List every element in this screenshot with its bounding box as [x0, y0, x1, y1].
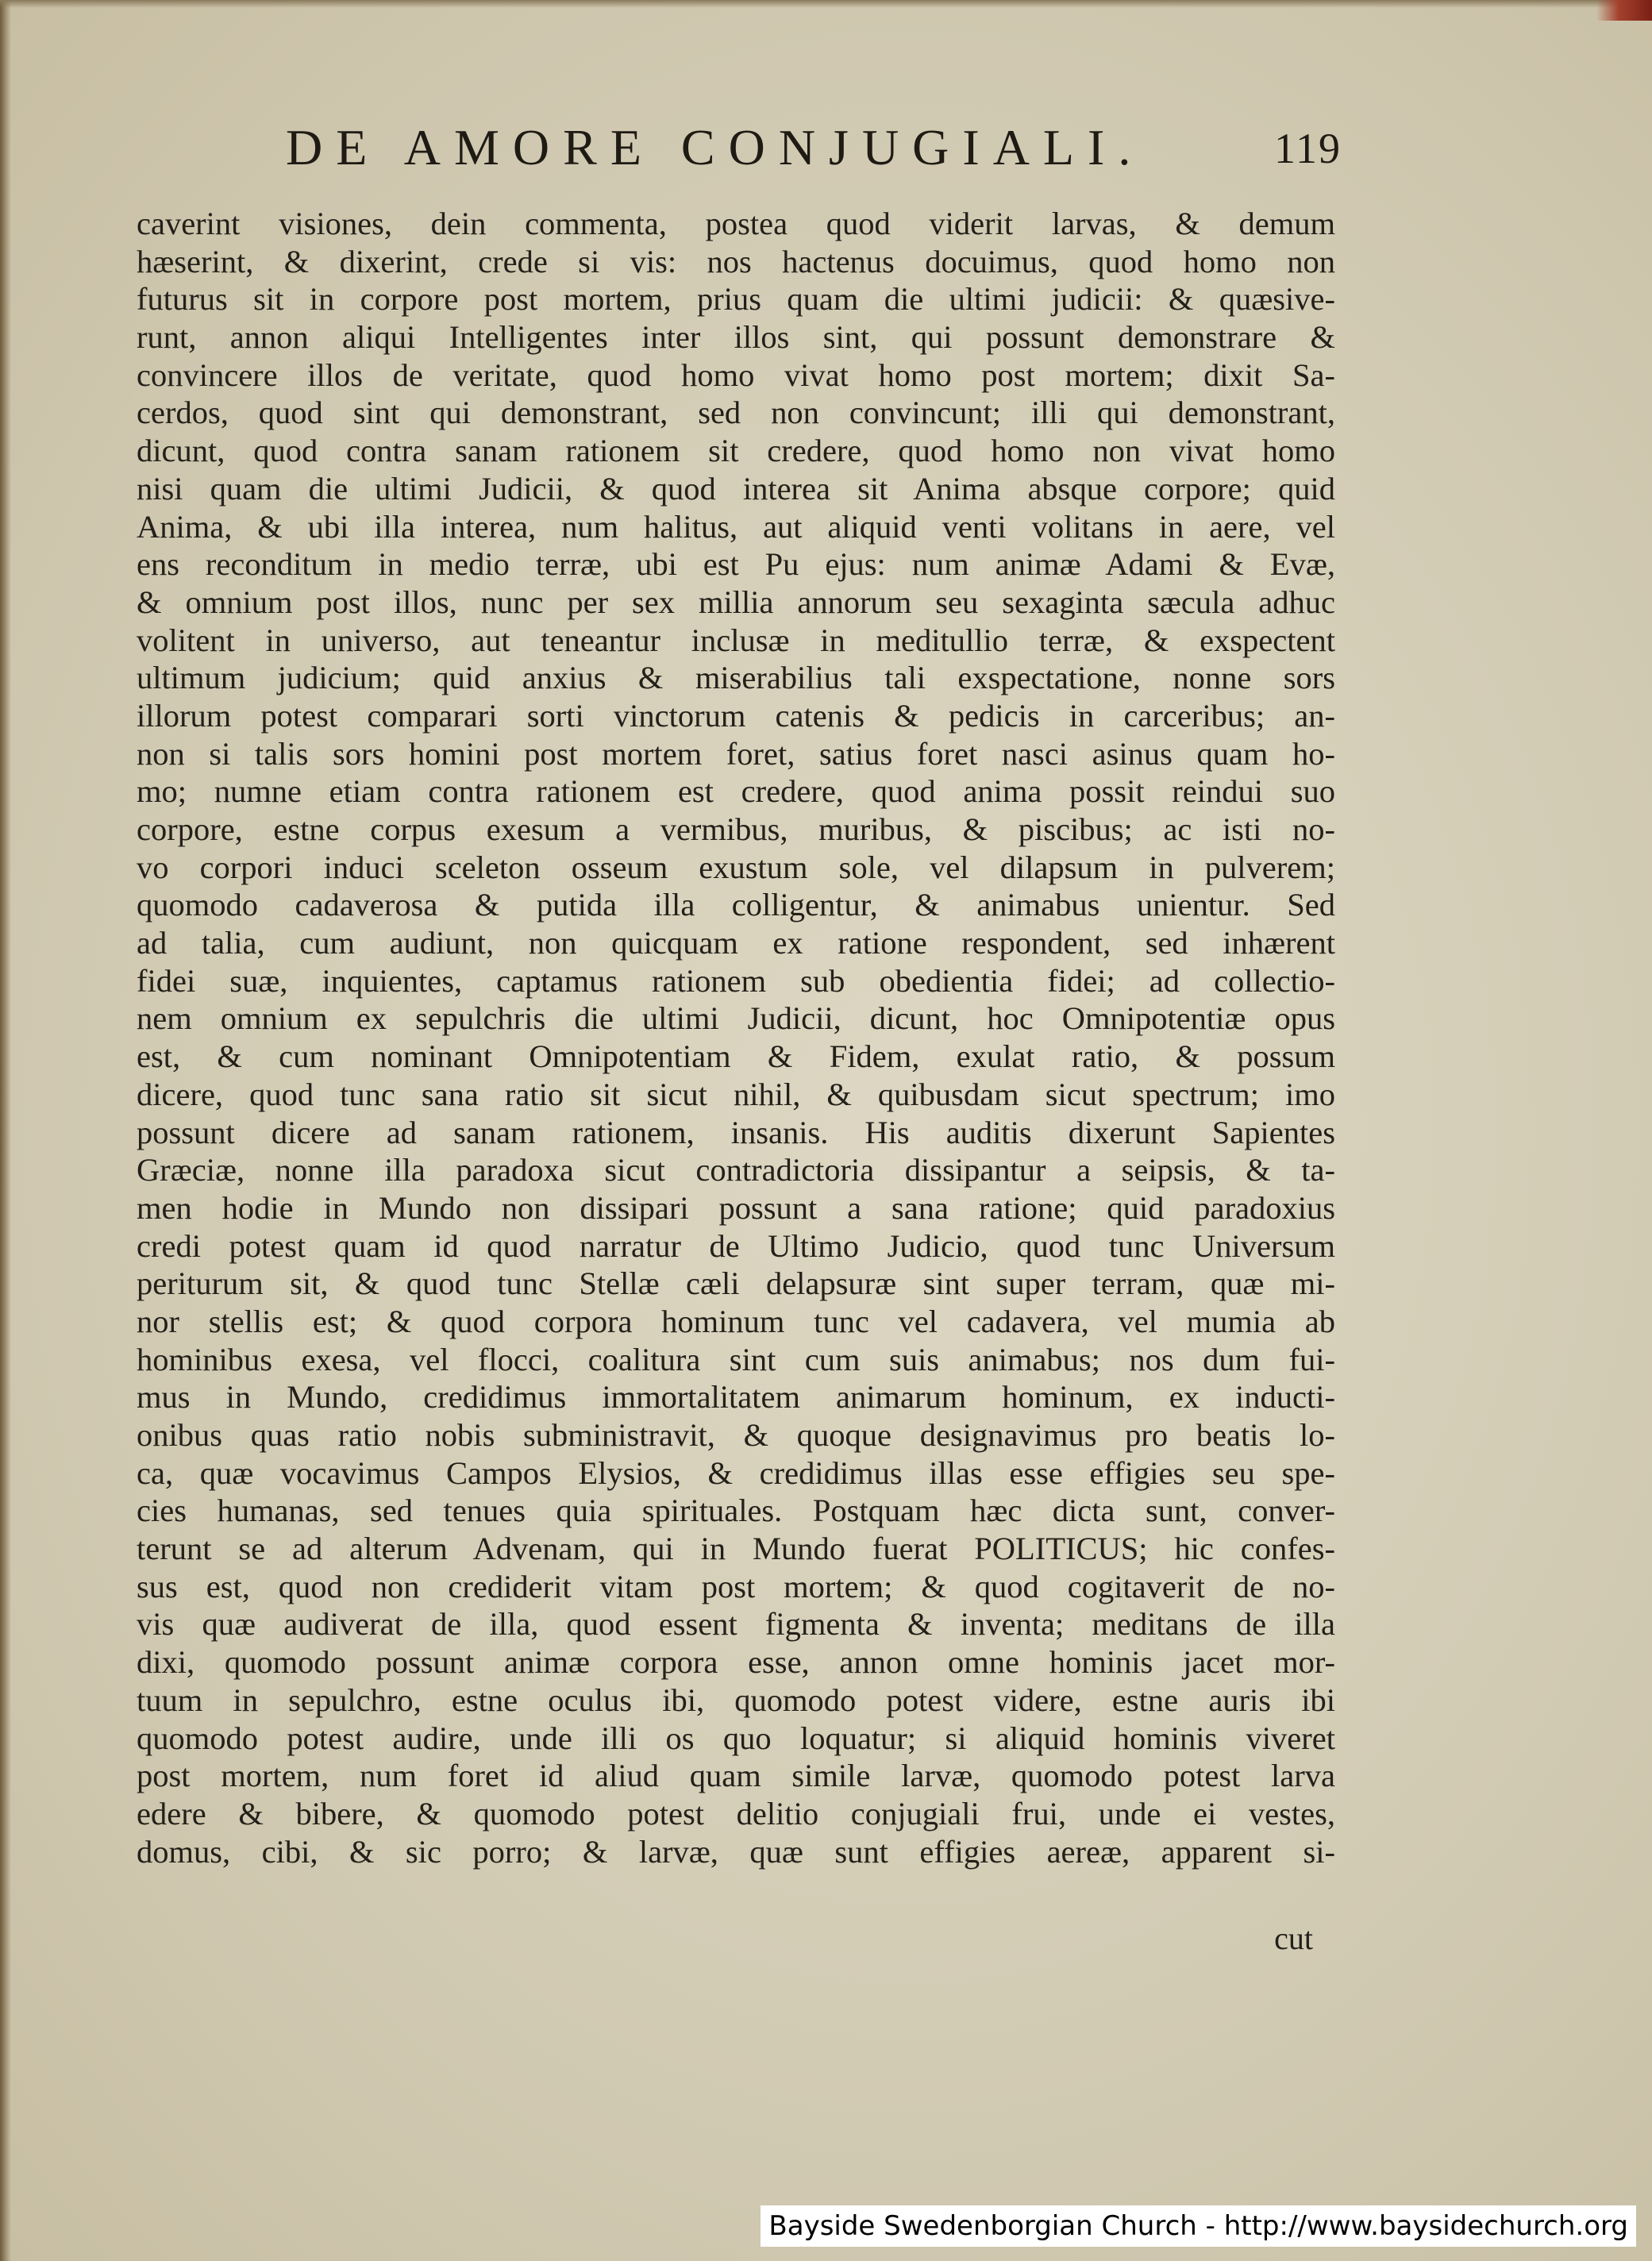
page-top-edge: [0, 0, 1652, 8]
text-line: ens reconditum in medio terræ, ubi est Pu ejus: num animæ Adami & Evæ,: [137, 546, 1335, 583]
text-line: domus, cibi, & sic porro; & larvæ, quæ sunt effigies aereæ, apparent si-: [137, 1833, 1335, 1870]
text-line: cies humanas, sed tenues quia spirituales. Postquam hæc dicta sunt, conver-: [137, 1493, 1335, 1529]
text-line: & omnium post illos, nunc per sex millia annorum seu sexaginta sæcula adhuc: [137, 584, 1335, 620]
text-line: hominibus exesa, vel flocci, coalitura sint cum suis animabus; nos dum fui-: [137, 1341, 1335, 1377]
text-line: terunt se ad alterum Advenam, qui in Mundo fuerat POLITICUS; hic confes-: [137, 1531, 1335, 1567]
text-line: nisi quam die ultimi Judicii, & quod interea sit Anima absque corpore; quid: [137, 470, 1335, 507]
text-line: cerdos, quod sint qui demonstrant, sed non convincunt; illi qui demonstrant,: [137, 395, 1335, 431]
text-line: ultimum judicium; quid anxius & miserabilius tali exspectatione, nonne sors: [137, 660, 1335, 696]
running-title: DE AMORE CONJUGIALI.: [286, 119, 1145, 175]
text-line: hæserint, & dixerint, crede si vis: nos hactenus docuimus, quod homo non: [137, 243, 1335, 279]
text-line: Anima, & ubi illa interea, num halitus, aut aliquid venti volitans in aere, vel: [137, 508, 1335, 545]
running-head: [286, 117, 1342, 178]
text-line: illorum potest comparari sorti vinctorum catenis & pedicis in carceribus; an-: [137, 697, 1335, 734]
text-line: dixi, quomodo possunt animæ corpora esse, annon omne hominis jacet mor-: [137, 1644, 1335, 1681]
text-line: corpore, estne corpus exesum a vermibus, muribus, & piscibus; ac isti no-: [137, 811, 1335, 847]
text-line: credi potest quam id quod narratur de Ultimo Judicio, quod tunc Universum: [137, 1227, 1335, 1264]
text-line: ca, quæ vocavimus Campos Elysios, & credidimus illas esse effigies seu spe-: [137, 1454, 1335, 1491]
page-number: 119: [1274, 125, 1342, 172]
text-line: ad talia, cum audiunt, non quicquam ex ratione respondent, sed inhærent: [137, 925, 1335, 961]
text-line: nem omnium ex sepulchris die ultimi Judicii, dicunt, hoc Omnipotentiæ opus: [137, 1000, 1335, 1037]
text-line: post mortem, num foret id aliud quam simile larvæ, quomodo potest larva: [137, 1758, 1335, 1794]
binding-edge: [0, 0, 11, 2261]
text-line: quomodo cadaverosa & putida illa colligentur, & animabus unientur. Sed: [137, 887, 1335, 923]
text-line: possunt dicere ad sanam rationem, insanis. His auditis dixerunt Sapientes: [137, 1114, 1335, 1150]
text-line: mus in Mundo, credidimus immortalitatem animarum hominum, ex inducti-: [137, 1379, 1335, 1416]
cover-corner: [1596, 0, 1652, 21]
text-line: nor stellis est; & quod corpora hominum tunc vel cadavera, vel mumia ab: [137, 1303, 1335, 1339]
text-line: est, & cum nominant Omnipotentiam & Fidem, exulat ratio, & possum: [137, 1038, 1335, 1075]
text-line: dicere, quod tunc sana ratio sit sicut nihil, & quibusdam sicut spectrum; imo: [137, 1076, 1335, 1112]
text-line: quomodo potest audire, unde illi os quo loquatur; si aliquid hominis viveret: [137, 1720, 1335, 1756]
text-line: non si talis sors homini post mortem foret, satius foret nasci asinus quam ho-: [137, 735, 1335, 772]
text-line: men hodie in Mundo non dissipari possunt a sana ratione; quid paradoxius: [137, 1189, 1335, 1226]
text-line: fidei suæ, inquientes, captamus rationem sub obedientia fidei; ad collectio-: [137, 962, 1335, 999]
text-line: volitent in universo, aut teneantur inclusæ in meditullio terræ, & exspectent: [137, 622, 1335, 658]
body-text: [137, 205, 1335, 1870]
text-line: runt, annon aliqui Intelligentes inter illos sint, qui possunt demonstrare &: [137, 319, 1335, 356]
text-line: caverint visiones, dein commenta, postea quod viderit larvas, & demum: [137, 206, 1335, 241]
text-line: mo; numne etiam contra rationem est credere, quod anima possit reindui suo: [137, 773, 1335, 810]
text-line: tuum in sepulchro, estne oculus ibi, quomodo potest videre, estne auris ibi: [137, 1681, 1335, 1718]
text-line: Græciæ, nonne illa paradoxa sicut contradictoria dissipantur a seipsis, & ta-: [137, 1152, 1335, 1188]
text-line: periturum sit, & quod tunc Stellæ cæli delapsuræ sint super terram, quæ mi-: [137, 1265, 1335, 1302]
text-line: sus est, quod non crediderit vitam post mortem; & quod cogitaverit de no-: [137, 1568, 1335, 1604]
text-line: dicunt, quod contra sanam rationem sit credere, quod homo non vivat homo: [137, 433, 1335, 469]
catchword: cut: [1274, 1920, 1313, 1956]
text-line: vo corpori induci sceleton osseum exustum sole, vel dilapsum in pulverem;: [137, 849, 1335, 885]
watermark-caption[interactable]: Bayside Swedenborgian Church - http://www.baysidechurch.org: [761, 2205, 1636, 2247]
text-line: vis quæ audiverat de illa, quod essent figmenta & inventa; meditans de illa: [137, 1606, 1335, 1643]
text-line: edere & bibere, & quomodo potest delitio conjugiali frui, unde ei vestes,: [137, 1795, 1335, 1832]
text-line: onibus quas ratio nobis subministravit, & quoque designavimus pro beatis lo-: [137, 1417, 1335, 1453]
text-line: futurus sit in corpore post mortem, prius quam die ultimi judicii: & quæsive-: [137, 281, 1335, 318]
text-line: convincere illos de veritate, quod homo vivat homo post mortem; dixit Sa-: [137, 356, 1335, 393]
